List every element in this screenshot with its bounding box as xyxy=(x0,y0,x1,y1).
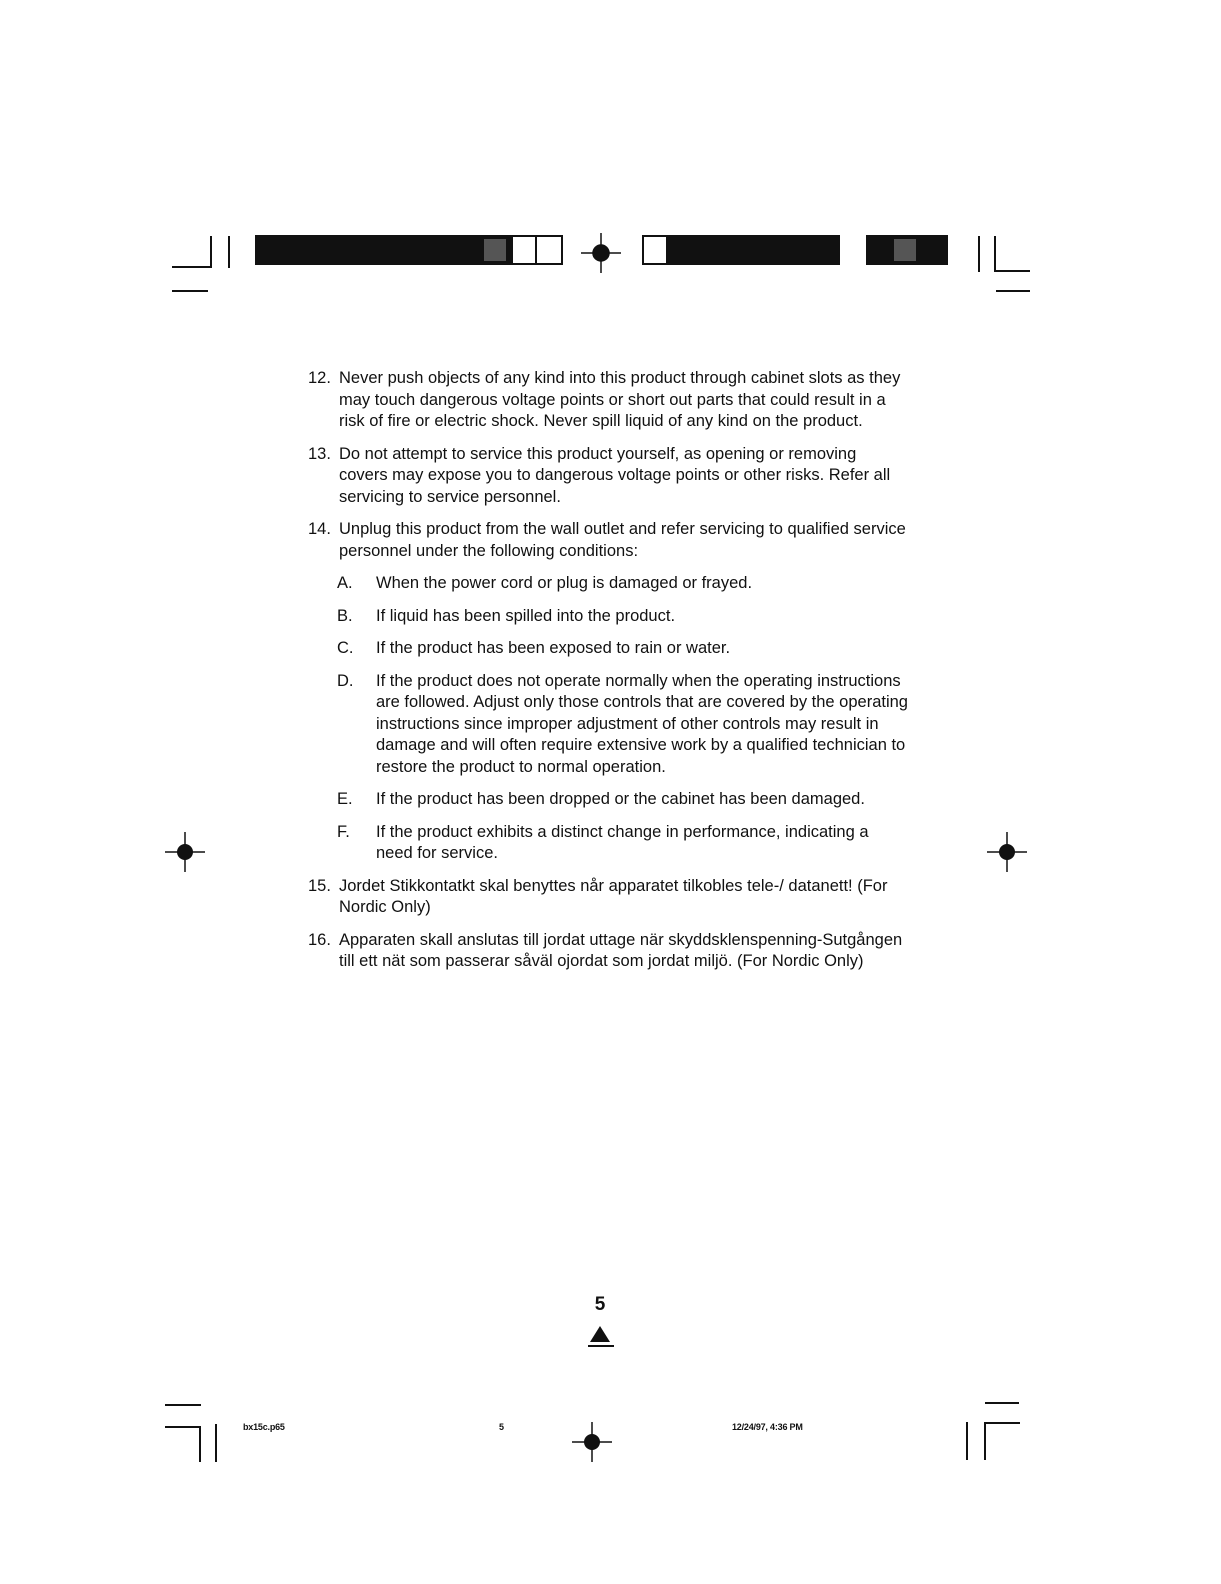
sub-item-text: If the product does not operate normally when the operating instructions are followed. Adjust only those controls that are covered by the operating instructions since improper adjustment of other controls may result in damage and will often require extensive work by a qualified technician to restore the product to normal operation. xyxy=(376,671,908,776)
color-bar-box-4 xyxy=(840,235,866,265)
sub-list-item xyxy=(308,573,908,595)
crop-mark-top-right-line xyxy=(996,290,1030,292)
crop-mark-top-right-v xyxy=(994,236,996,272)
item-text: Do not attempt to service this product yourself, as opening or removing covers may expose you to dangerous voltage points or other risks. Refer all servicing to service personnel. xyxy=(339,444,891,506)
sub-item-letter: F. xyxy=(337,822,350,841)
item-number: 15. xyxy=(308,876,331,895)
color-bar-noise-left xyxy=(484,239,506,261)
item-number: 13. xyxy=(308,444,331,463)
triangle-underline xyxy=(588,1345,614,1347)
crop-mark-bottom-left-line xyxy=(165,1404,201,1406)
list-item xyxy=(308,444,908,509)
list-item xyxy=(308,368,908,433)
sub-list-item xyxy=(308,822,908,865)
triangle-up-icon xyxy=(590,1326,610,1342)
color-bar-noise-right xyxy=(894,239,916,261)
list-item xyxy=(308,930,908,973)
sub-item-letter: C. xyxy=(337,639,354,657)
item-text: Apparaten skall anslutas till jordat uttage när skyddsklenspenning-Sutgången till ett nät som passerar såväl ojordat som jordat miljö. (For Nordic Only) xyxy=(339,930,903,970)
color-bar-box-3 xyxy=(642,235,668,265)
sub-item-text: If liquid has been spilled into the product. xyxy=(376,606,676,625)
crosshair-registration-icon-bottom xyxy=(572,1422,612,1462)
crop-mark-bottom-left-h xyxy=(165,1426,201,1428)
crop-mark-bottom-right-h xyxy=(984,1422,1020,1424)
footer-page: 5 xyxy=(499,1422,504,1432)
list-item xyxy=(308,876,908,919)
item-number: 16. xyxy=(308,930,331,949)
item-text: Never push objects of any kind into this product through cabinet slots as they may touch dangerous voltage points or short out parts that could result in a risk of fire or electric shock. Never spill liquid of any kind on the product. xyxy=(339,369,901,430)
color-bar-left xyxy=(255,235,513,265)
sub-item-letter: D. xyxy=(337,671,354,690)
page-number: 5 xyxy=(594,1294,606,1315)
footer-timestamp: 12/24/97, 4:36 PM xyxy=(732,1422,803,1432)
sub-list-item xyxy=(308,638,908,660)
crop-mark-top-left-h xyxy=(172,266,212,268)
crop-mark-top-left-line xyxy=(172,290,208,292)
sub-list-item xyxy=(308,606,908,628)
sub-item-text: If the product has been exposed to rain or water. xyxy=(376,639,731,657)
crop-mark-bottom-right-bar xyxy=(966,1422,968,1460)
crop-mark-top-left-bar xyxy=(228,236,230,268)
color-bar-box-1 xyxy=(511,235,537,265)
crosshair-registration-icon-right xyxy=(987,832,1027,872)
sub-list-item xyxy=(308,671,908,779)
item-number: 14. xyxy=(308,520,331,538)
crop-mark-bottom-right-v xyxy=(984,1422,986,1460)
sub-item-text: When the power cord or plug is damaged or frayed. xyxy=(376,574,753,592)
color-bar-box-2 xyxy=(535,235,563,265)
list-item xyxy=(308,519,908,562)
sub-item-text: If the product has been dropped or the cabinet has been damaged. xyxy=(376,790,865,808)
footer-filename: bx15c.p65 xyxy=(243,1422,285,1432)
item-text: Jordet Stikkontatkt skal benyttes når apparatet tilkobles tele-/ datanett! (For Nordic Only) xyxy=(339,876,888,916)
safety-instructions xyxy=(308,368,908,984)
crop-mark-top-right-h xyxy=(994,270,1030,272)
sub-item-letter: E. xyxy=(337,790,353,808)
crop-mark-bottom-right-line xyxy=(985,1402,1019,1404)
sub-item-letter: B. xyxy=(337,606,353,625)
crop-mark-bottom-left-v xyxy=(199,1426,201,1462)
item-text: Unplug this product from the wall outlet and refer servicing to qualified service personnel under the following conditions: xyxy=(339,520,906,560)
crop-mark-top-left-v xyxy=(210,236,212,268)
sub-list-item xyxy=(308,789,908,811)
crosshair-registration-icon xyxy=(581,233,621,273)
sub-item-letter: A. xyxy=(337,574,353,592)
sub-item-text: If the product exhibits a distinct change in performance, indicating a need for service. xyxy=(376,822,869,862)
item-number: 12. xyxy=(308,369,331,387)
crop-mark-bottom-left-bar xyxy=(215,1424,217,1462)
crop-mark-top-right-bar xyxy=(978,236,980,272)
crosshair-registration-icon-left xyxy=(165,832,205,872)
